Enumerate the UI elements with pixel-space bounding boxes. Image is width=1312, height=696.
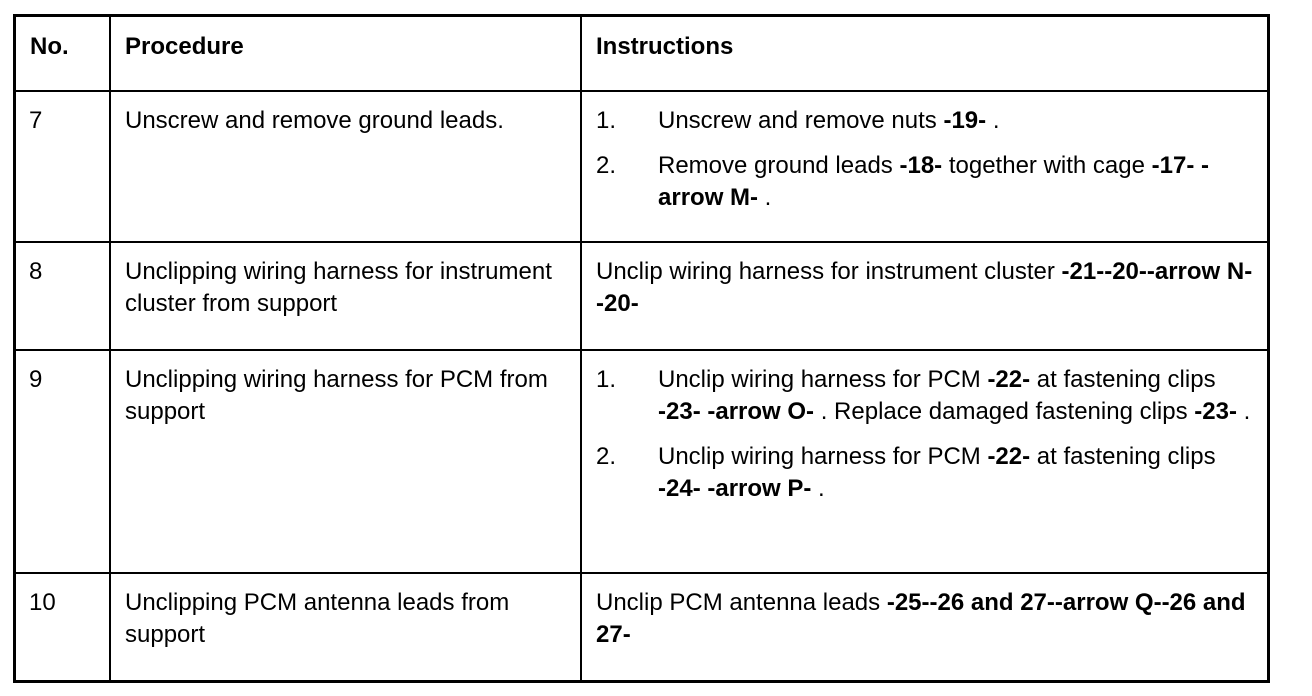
- procedure-cell: Unclipping wiring harness for instrument cluster from support: [110, 242, 581, 350]
- step-number: 2.: [596, 152, 617, 179]
- table-row: [16, 573, 1267, 680]
- procedure-table-frame: [13, 14, 1270, 683]
- instruction-step: [596, 105, 1257, 137]
- procedure-cell: Unscrew and remove ground leads.: [110, 91, 581, 242]
- table-row: [16, 350, 1267, 573]
- step-text: Unclip wiring harness for PCM -22- at fastening clips -23- -arrow O- . Replace damaged fastening clips -23- .: [658, 366, 1251, 425]
- header-procedure: Procedure: [110, 17, 581, 91]
- instructions-cell: [581, 350, 1267, 573]
- instructions-cell: Unclip PCM antenna leads -25--26 and 27--arrow Q--26 and 27-: [581, 573, 1267, 680]
- table-row: [16, 242, 1267, 350]
- header-no: No.: [16, 17, 110, 91]
- step-number: 1.: [596, 366, 617, 393]
- procedure-cell: Unclipping wiring harness for PCM from support: [110, 350, 581, 573]
- table-header-row: [16, 17, 1267, 91]
- instruction-step: [596, 150, 1257, 214]
- procedure-table: [16, 17, 1267, 680]
- instructions-cell: Unclip wiring harness for instrument cluster -21--20--arrow N--20-: [581, 242, 1267, 350]
- instruction-step: [596, 364, 1257, 428]
- row-number: 10: [16, 573, 110, 680]
- step-text: Unclip wiring harness for PCM -22- at fastening clips -24- -arrow P- .: [658, 443, 1216, 502]
- table-row: [16, 91, 1267, 242]
- procedure-cell: Unclipping PCM antenna leads from support: [110, 573, 581, 680]
- step-number: 2.: [596, 443, 617, 470]
- row-number: 8: [16, 242, 110, 350]
- row-number: 7: [16, 91, 110, 242]
- step-number: 1.: [596, 107, 617, 134]
- step-text: Unscrew and remove nuts -19- .: [658, 107, 1000, 134]
- header-instructions: Instructions: [581, 17, 1267, 91]
- row-number: 9: [16, 350, 110, 573]
- instruction-step: [596, 441, 1257, 505]
- instructions-cell: [581, 91, 1267, 242]
- step-text: Remove ground leads -18- together with cage -17- -arrow M- .: [658, 152, 1209, 211]
